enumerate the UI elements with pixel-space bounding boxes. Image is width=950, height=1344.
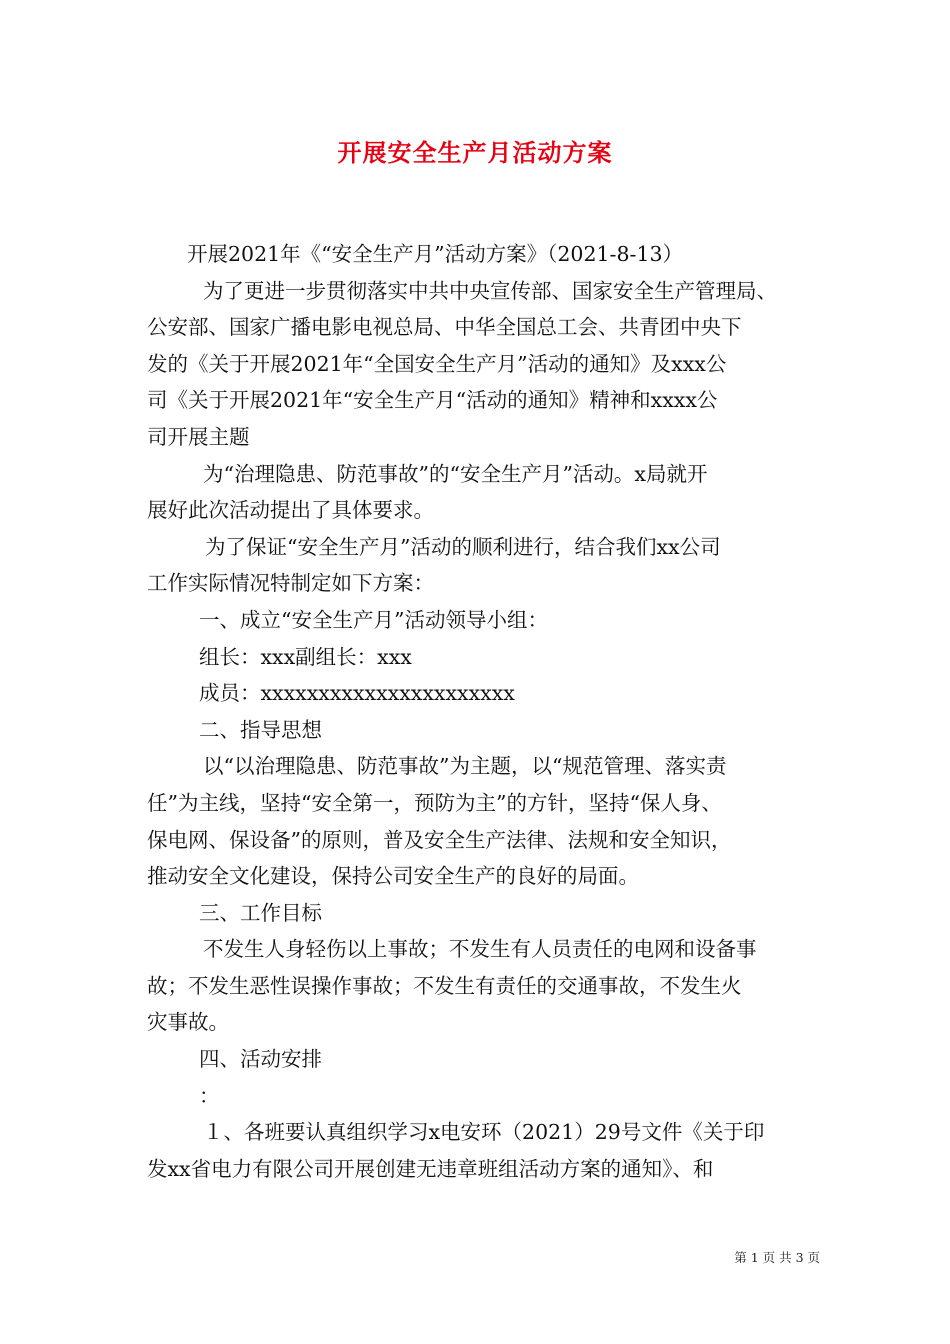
- text-line: 三、工作目标: [199, 900, 322, 925]
- text-line: 任”为主线，坚持“安全第一，预防为主”的方针，坚持“保人身、: [147, 790, 722, 815]
- text-line: 组长：xxx副组长：xxx: [199, 644, 412, 669]
- text-line: 公安部、国家广播电影电视总局、中华全国总工会、共青团中央下: [147, 315, 742, 340]
- text-line: 司《关于开展2021年“安全生产月“活动的通知》精神和xxxx公: [147, 388, 718, 413]
- page-number: 第 1 页 共 3 页: [734, 1250, 820, 1265]
- text-line: 工作实际情况特制定如下方案：: [147, 571, 434, 596]
- text-line: 不发生人身轻伤以上事故；不发生有人员责任的电网和设备事: [203, 937, 757, 962]
- text-line: 灾事故。: [147, 1010, 229, 1035]
- document-title: 开展安全生产月活动方案: [337, 139, 613, 167]
- text-line: 为了更进一步贯彻落实中共中央宣传部、国家安全生产管理局、: [203, 278, 777, 303]
- text-line: １、各班要认真组织学习x电安环（2021）29号文件《关于印: [203, 1120, 765, 1145]
- text-line: 二、指导思想: [199, 717, 322, 742]
- text-line: ：: [199, 1083, 220, 1108]
- text-line: 四、活动安排: [199, 1047, 322, 1072]
- text-line: 发xx省电力有限公司开展创建无违章班组活动方案的通知》、和: [147, 1156, 714, 1181]
- text-line: 一、成立“安全生产月”活动领导小组：: [199, 607, 548, 632]
- text-line: 为“治理隐患、防范事故”的“安全生产月”活动。x局就开: [203, 461, 708, 486]
- text-line: 为了保证“安全生产月”活动的顺利进行，结合我们xx公司: [205, 534, 721, 559]
- text-line: 以“以治理隐患、防范事故”为主题，以“规范管理、落实责: [203, 754, 727, 779]
- document-body: [147, 236, 812, 1187]
- text-line: 成员：xxxxxxxxxxxxxxxxxxxxxx: [199, 681, 515, 706]
- text-line: 展好此次活动提出了具体要求。: [147, 498, 434, 523]
- text-line: 司开展主题: [147, 424, 250, 449]
- text-line: 保电网、保设备”的原则，普及安全生产法律、法规和安全知识，: [147, 827, 732, 852]
- text-line: 故；不发生恶性误操作事故；不发生有责任的交通事故，不发生火: [147, 973, 742, 998]
- text-line: 发的《关于开展2021年“全国安全生产月”活动的通知》及xxx公: [147, 351, 727, 376]
- text-line: 推动安全文化建设，保持公司安全生产的良好的局面。: [147, 864, 639, 889]
- text-line: 开展2021年《“安全生产月”活动方案》（2021-8-13）: [187, 242, 684, 266]
